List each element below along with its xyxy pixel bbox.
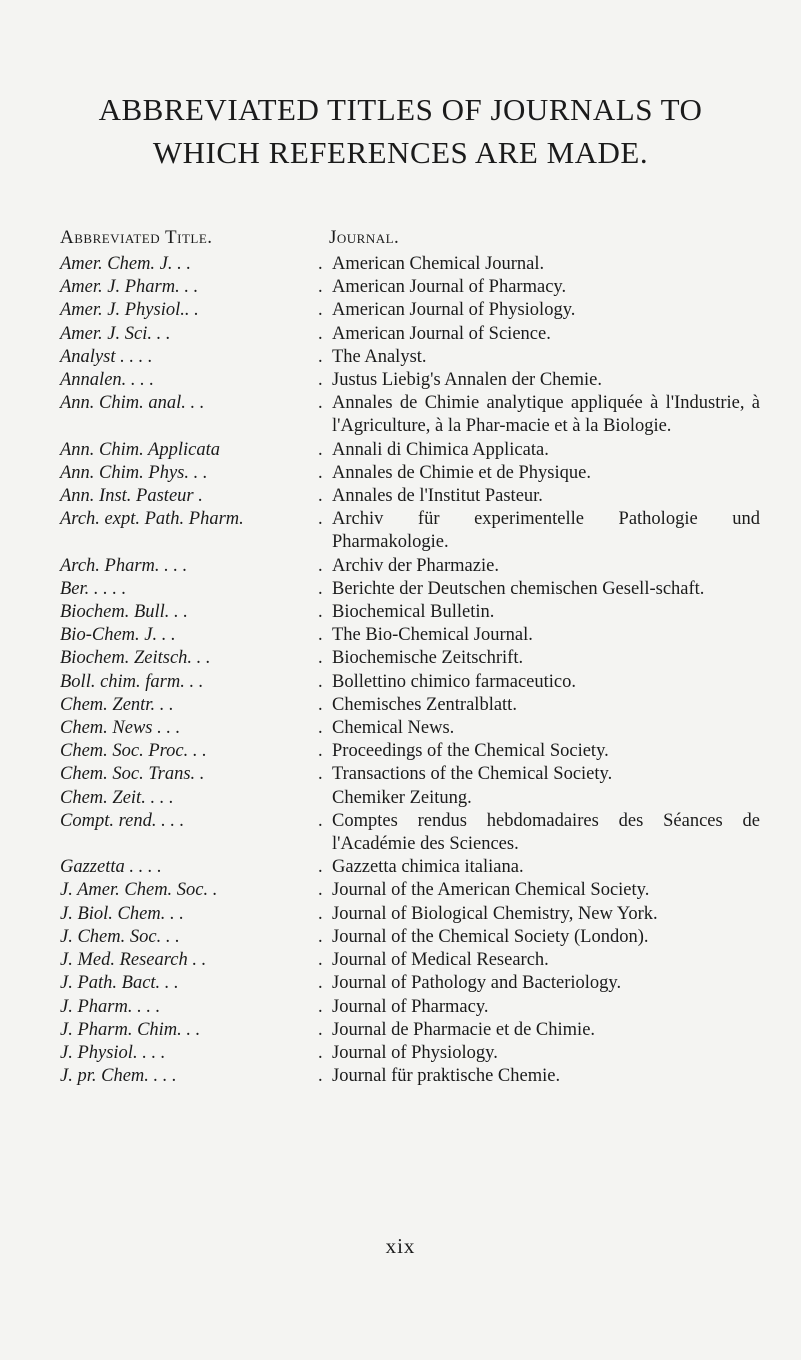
leader-dot: . xyxy=(318,509,323,530)
journal-title: Journal of Pharmacy. xyxy=(332,996,489,1017)
list-item xyxy=(60,485,760,508)
journal-header: Journal. xyxy=(329,227,400,248)
abbreviated-title: Amer. Chem. J. . . xyxy=(60,254,192,274)
leader-dot: . xyxy=(318,810,323,831)
list-item xyxy=(60,740,760,763)
abbreviated-title: J. Med. Research . . xyxy=(60,950,207,971)
list-item xyxy=(60,926,760,949)
list-item xyxy=(60,508,760,554)
journal-title: Journal of Medical Research. xyxy=(332,950,549,971)
list-item xyxy=(60,1019,760,1042)
leader-dot: . xyxy=(318,671,323,692)
abbreviated-title: Ber. . . . . xyxy=(60,578,127,599)
leader-dot: . xyxy=(318,578,323,599)
leader-dot: . xyxy=(318,648,323,669)
list-item xyxy=(60,1042,760,1065)
list-item xyxy=(60,253,760,276)
abbreviated-title: Bio-Chem. J. . . xyxy=(60,625,176,646)
list-item xyxy=(60,903,760,926)
abbreviated-title: Boll. chim. farm. . . xyxy=(60,671,204,692)
list-item xyxy=(60,624,760,647)
journal-title: Journal de Pharmacie et de Chimie. xyxy=(332,1019,596,1040)
leader-dot: . xyxy=(318,1019,323,1040)
abbreviated-title: J. Pharm. Chim. . . xyxy=(60,1019,201,1040)
journal-title: Journal of the American Chemical Society. xyxy=(332,880,650,901)
abbreviated-title: Chem. Soc. Proc. . . xyxy=(60,741,207,762)
journal-title: Proceedings of the Chemical Society. xyxy=(332,741,609,762)
leader-dot: . xyxy=(318,486,323,507)
list-item xyxy=(60,299,760,322)
leader-dot: . xyxy=(318,880,323,901)
abbreviated-title: Chem. News . . . xyxy=(60,718,181,739)
journal-title: Transactions of the Chemical Society. xyxy=(332,764,613,785)
abbreviated-title: Gazzetta . . . . xyxy=(60,857,162,878)
abbreviated-title: J. Physiol. . . . xyxy=(60,1042,166,1063)
leader-dot: . xyxy=(318,718,323,739)
leader-dot: . xyxy=(318,254,323,274)
leader-dot: . xyxy=(318,625,323,646)
journal-title: Chemisches Zentralblatt. xyxy=(332,694,517,715)
list-item xyxy=(60,1065,760,1088)
list-item xyxy=(60,996,760,1019)
journal-title: Bollettino chimico farmaceutico. xyxy=(332,671,577,692)
journal-title: Chemiker Zeitung. xyxy=(332,787,472,808)
abbreviated-title: J. Chem. Soc. . . xyxy=(60,926,180,947)
list-item xyxy=(60,369,760,392)
page-title-line-2: WHICH REFERENCES ARE MADE. xyxy=(152,135,649,170)
journal-title: Biochemische Zeitschrift. xyxy=(332,648,524,669)
leader-dot: . xyxy=(318,1066,323,1087)
journal-title: Annales de Chimie et de Physique. xyxy=(332,462,591,483)
leader-dot: . xyxy=(318,370,323,391)
journal-title: American Journal of Science. xyxy=(332,323,551,344)
leader-dot: . xyxy=(318,903,323,924)
abbreviated-title: J. Amer. Chem. Soc. . xyxy=(60,880,218,901)
journal-title: Annales de Chimie analytique appliquée à l'Industrie, à l'Agriculture, à la Phar-macie et à la Biologie. xyxy=(332,393,760,437)
journal-title: Annali di Chimica Applicata. xyxy=(332,439,549,460)
journal-title: Journal of Biological Chemistry, New York. xyxy=(332,903,658,924)
list-item xyxy=(60,276,760,299)
list-item xyxy=(60,694,760,717)
leader-dot: . xyxy=(318,346,323,367)
list-item xyxy=(60,787,760,810)
journal-title: Journal of Pathology and Bacteriology. xyxy=(332,973,622,994)
abbreviated-title: Biochem. Bull. . . xyxy=(60,602,188,623)
page-title-line-1: ABBREVIATED TITLES OF JOURNALS TO xyxy=(98,92,703,127)
list-item xyxy=(60,578,760,601)
abbreviated-title-header: Abbreviated Title. xyxy=(60,227,213,248)
abbreviated-title: J. Biol. Chem. . . xyxy=(60,903,184,924)
journal-title: Annales de l'Institut Pasteur. xyxy=(332,486,543,507)
page-number: xix xyxy=(385,1234,416,1258)
abbreviated-title: Compt. rend. . . . xyxy=(60,810,185,831)
leader-dot: . xyxy=(318,764,323,785)
journal-title: Archiv für experimentelle Pathologie und Pharmakologie. xyxy=(332,509,760,553)
abbreviated-title: Ann. Chim. anal. . . xyxy=(60,393,205,414)
list-item xyxy=(60,972,760,995)
list-item xyxy=(60,392,760,438)
journal-title: American Journal of Physiology. xyxy=(332,300,576,321)
journal-title: American Journal of Pharmacy. xyxy=(332,277,567,298)
leader-dot: . xyxy=(318,323,323,344)
list-item xyxy=(60,601,760,624)
abbreviated-title: Analyst . . . . xyxy=(60,346,153,367)
abbreviated-title: Ann. Inst. Pasteur . xyxy=(60,486,203,507)
journal-title: Gazzetta chimica italiana. xyxy=(332,857,524,878)
list-item xyxy=(60,346,760,369)
abbreviated-title: J. pr. Chem. . . . xyxy=(60,1066,177,1087)
list-item xyxy=(60,439,760,462)
leader-dot: . xyxy=(318,1042,323,1063)
journal-title: Chemical News. xyxy=(332,718,455,739)
list-item xyxy=(60,879,760,902)
journal-title: Comptes rendus hebdomadaires des Séances de l'Académie des Sciences. xyxy=(332,810,760,855)
leader-dot: . xyxy=(318,950,323,971)
journal-title: Journal of Physiology. xyxy=(332,1042,498,1063)
list-item xyxy=(60,856,760,879)
journal-title: The Bio-Chemical Journal. xyxy=(332,625,533,646)
journal-title: Berichte der Deutschen chemischen Gesell-schaft. xyxy=(332,578,705,599)
abbreviated-title: J. Path. Bact. . . xyxy=(60,973,179,994)
list-item xyxy=(60,717,760,740)
abbreviated-title: Chem. Soc. Trans. . xyxy=(60,764,205,785)
journal-title: Justus Liebig's Annalen der Chemie. xyxy=(332,370,603,391)
leader-dot: . xyxy=(318,694,323,715)
leader-dot: . xyxy=(318,741,323,762)
journal-title: Archiv der Pharmazie. xyxy=(332,555,499,576)
abbreviated-title: Amer. J. Physiol.. . xyxy=(60,300,199,321)
abbreviated-title: J. Pharm. . . . xyxy=(60,996,161,1017)
leader-dot: . xyxy=(318,439,323,460)
abbreviated-title: Annalen. . . . xyxy=(60,370,155,391)
abbreviated-title: Ann. Chim. Applicata xyxy=(60,439,220,460)
leader-dot: . xyxy=(318,973,323,994)
abbreviated-title: Arch. Pharm. . . . xyxy=(60,555,188,576)
list-item xyxy=(60,763,760,786)
leader-dot: . xyxy=(318,462,323,483)
leader-dot: . xyxy=(318,300,323,321)
leader-dot: . xyxy=(318,926,323,947)
journal-title: Biochemical Bulletin. xyxy=(332,602,495,623)
list-item xyxy=(60,323,760,346)
journal-list xyxy=(60,253,760,1088)
abbreviated-title: Chem. Zentr. . . xyxy=(60,694,174,715)
column-headers xyxy=(60,227,760,253)
page-title xyxy=(0,88,801,174)
leader-dot: . xyxy=(318,393,323,414)
list-item xyxy=(60,810,760,856)
leader-dot: . xyxy=(318,555,323,576)
leader-dot: . xyxy=(318,996,323,1017)
leader-dot: . xyxy=(318,277,323,298)
list-item xyxy=(60,671,760,694)
journal-title: American Chemical Journal. xyxy=(332,254,545,274)
journal-title: Journal of the Chemical Society (London). xyxy=(332,926,649,947)
leader-dot: . xyxy=(318,857,323,878)
abbreviated-title: Amer. J. Sci. . . xyxy=(60,323,171,344)
leader-dot: . xyxy=(318,602,323,623)
list-item xyxy=(60,462,760,485)
list-item xyxy=(60,647,760,670)
abbreviated-title: Biochem. Zeitsch. . . xyxy=(60,648,211,669)
abbreviated-title: Arch. expt. Path. Pharm. xyxy=(60,509,244,530)
journal-title: The Analyst. xyxy=(332,346,427,367)
list-item xyxy=(60,555,760,578)
abbreviated-title: Chem. Zeit. . . . xyxy=(60,787,174,808)
abbreviated-title: Amer. J. Pharm. . . xyxy=(60,277,199,298)
abbreviated-title: Ann. Chim. Phys. . . xyxy=(60,462,208,483)
journal-title: Journal für praktische Chemie. xyxy=(332,1066,561,1087)
leader-dot xyxy=(318,787,332,810)
list-item xyxy=(60,949,760,972)
